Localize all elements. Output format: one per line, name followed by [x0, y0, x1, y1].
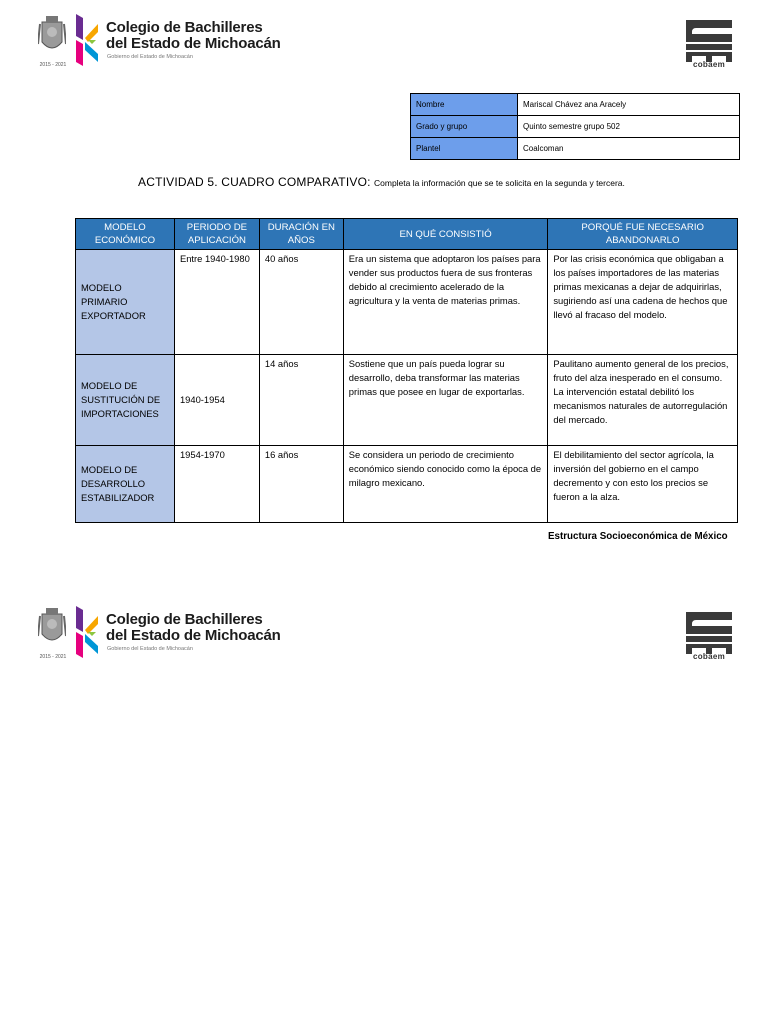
page-header [0, 8, 768, 78]
college-k-logo-icon [74, 602, 100, 662]
crest-years: 2015 - 2021 [39, 654, 67, 660]
info-row-grade [411, 116, 740, 138]
column-header: DURACIÓN EN AÑOS [259, 219, 343, 250]
college-subtitle: Gobierno del Estado de Michoacán [107, 646, 193, 652]
column-header: EN QUÉ CONSISTIÓ [343, 219, 548, 250]
subject-footer: Estructura Socioeconómica de México [548, 531, 728, 542]
info-label: Plantel [411, 138, 518, 160]
state-crest-icon [38, 606, 66, 652]
duration-cell: 16 años [259, 446, 343, 523]
info-value: Coalcoman [518, 138, 740, 160]
reason-cell: El debilitamiento del sector agrícola, la inversión del gobierno en el campo decremento y con esto los precios se fueron a la alza. [548, 446, 738, 523]
table-row [76, 446, 738, 523]
info-value: Mariscal Chávez ana Aracely [518, 94, 740, 116]
info-row-campus [411, 138, 740, 160]
info-label: Nombre [411, 94, 518, 116]
table-header-row [76, 219, 738, 250]
consisted-cell: Sostiene que un país pueda lograr su desarrollo, deba transformar las materias primas que posee en lugar de exportarlas. [343, 355, 548, 446]
table-row [76, 355, 738, 446]
college-k-logo-icon [74, 10, 100, 70]
info-label: Grado y grupo [411, 116, 518, 138]
duration-cell: 14 años [259, 355, 343, 446]
period-cell: Entre 1940-1980 [174, 250, 259, 355]
duration-cell: 40 años [259, 250, 343, 355]
comparison-table [75, 218, 738, 523]
reason-cell: Paulitano aumento general de los precios, fruto del alza inesperado en el consumo. La intervención estatal debilitó los mecanismos naturales de autorregulación del mercado. [548, 355, 738, 446]
college-name: Colegio de Bachilleres del Estado de Michoacán [106, 611, 281, 644]
consisted-cell: Se considera un periodo de crecimiento económico siendo conocido como la época de milagro mexicano. [343, 446, 548, 523]
info-value: Quinto semestre grupo 502 [518, 116, 740, 138]
state-crest-icon [38, 14, 66, 60]
period-cell: 1940-1954 [174, 355, 259, 446]
table-row [76, 250, 738, 355]
consisted-cell: Era un sistema que adoptaron los países para vender sus productos fuera de sus fronteras debido al crecimiento acelerado de la agricultura y la venta de materias primas. [343, 250, 548, 355]
college-subtitle: Gobierno del Estado de Michoacán [107, 54, 193, 60]
activity-instruction: Completa la información que se te solicita en la segunda y tercera. [374, 178, 625, 188]
crest-years: 2015 - 2021 [39, 62, 67, 68]
college-name: Colegio de Bachilleres del Estado de Michoacán [106, 19, 281, 52]
info-row-name [411, 94, 740, 116]
model-cell: MODELO DE DESARROLLO ESTABILIZADOR [76, 446, 175, 523]
model-cell: MODELO DE SUSTITUCIÓN DE IMPORTACIONES [76, 355, 175, 446]
column-header: PERIODO DE APLICACIÓN [174, 219, 259, 250]
reason-cell: Por las crisis económica que obligaban a los países importadores de las materias primas mexicanas a dejar de adquirirlas, sugiriendo así una cadena de hechos que llevó al fracaso del modelo. [548, 250, 738, 355]
model-cell: MODELO PRIMARIO EXPORTADOR [76, 250, 175, 355]
activity-title: ACTIVIDAD 5. CUADRO COMPARATIVO: [138, 175, 371, 189]
cobaem-wordmark: cobaem [692, 652, 726, 661]
cobaem-wordmark: cobaem [692, 60, 726, 69]
page-header [0, 600, 768, 670]
period-cell: 1954-1970 [174, 446, 259, 523]
activity-heading [138, 175, 625, 189]
student-info-table [410, 93, 740, 160]
column-header: PORQUÉ FUE NECESARIO ABANDONARLO [548, 219, 738, 250]
column-header: MODELO ECONÓMICO [76, 219, 175, 250]
